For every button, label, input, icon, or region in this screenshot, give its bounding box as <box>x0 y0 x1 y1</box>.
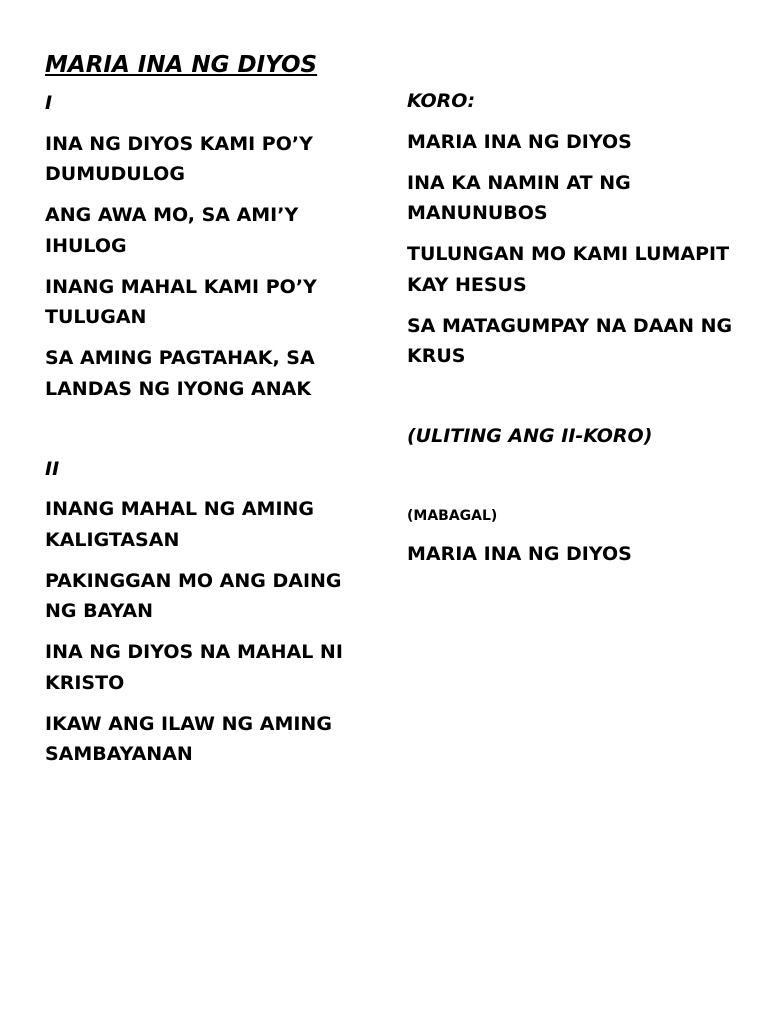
verse-2-line: INANG MAHAL NG AMING KALIGTASAN <box>45 498 315 551</box>
verse-1-label: I <box>45 92 53 114</box>
verse-2-line: IKAW ANG ILAW NG AMING SAMBAYANAN <box>45 712 332 765</box>
ending-line: MARIA INA NG DIYOS <box>407 543 632 565</box>
note-spacer <box>407 462 737 501</box>
verse-1-line: INA NG DIYOS KAMI PO’Y DUMUDULOG <box>45 132 313 185</box>
repeat-note: (ULITING ANG II-KORO) <box>407 425 653 447</box>
chorus-spacer <box>407 382 737 421</box>
verse-1-line: ANG AWA MO, SA AMI’Y IHULOG <box>45 204 299 257</box>
verse-2-line: INA NG DIYOS NA MAHAL NI KRISTO <box>45 641 343 694</box>
song-title: MARIA INA NG DIYOS <box>45 52 318 78</box>
verse-2-line: PAKINGGAN MO ANG DAING NG BAYAN <box>45 569 342 622</box>
tempo-note: (MABAGAL) <box>407 507 498 524</box>
chorus-line: TULUNGAN MO KAMI LUMAPIT KAY HESUS <box>407 243 730 296</box>
verse-1-line: INANG MAHAL KAMI PO’Y TULUGAN <box>45 275 317 328</box>
verse-1-line: SA AMING PAGTAHAK, SA LANDAS NG IYONG ANAK <box>45 347 315 400</box>
verse-spacer <box>45 415 375 454</box>
chorus-label: KORO: <box>407 90 476 112</box>
left-column <box>45 48 375 780</box>
right-column <box>407 86 737 580</box>
verse-2-label: II <box>45 457 60 480</box>
chorus-line: MARIA INA NG DIYOS <box>407 130 632 153</box>
chorus-line: INA KA NAMIN AT NG MANUNUBOS <box>407 171 631 224</box>
chorus-line: SA MATAGUMPAY NA DAAN NG KRUS <box>407 314 733 367</box>
